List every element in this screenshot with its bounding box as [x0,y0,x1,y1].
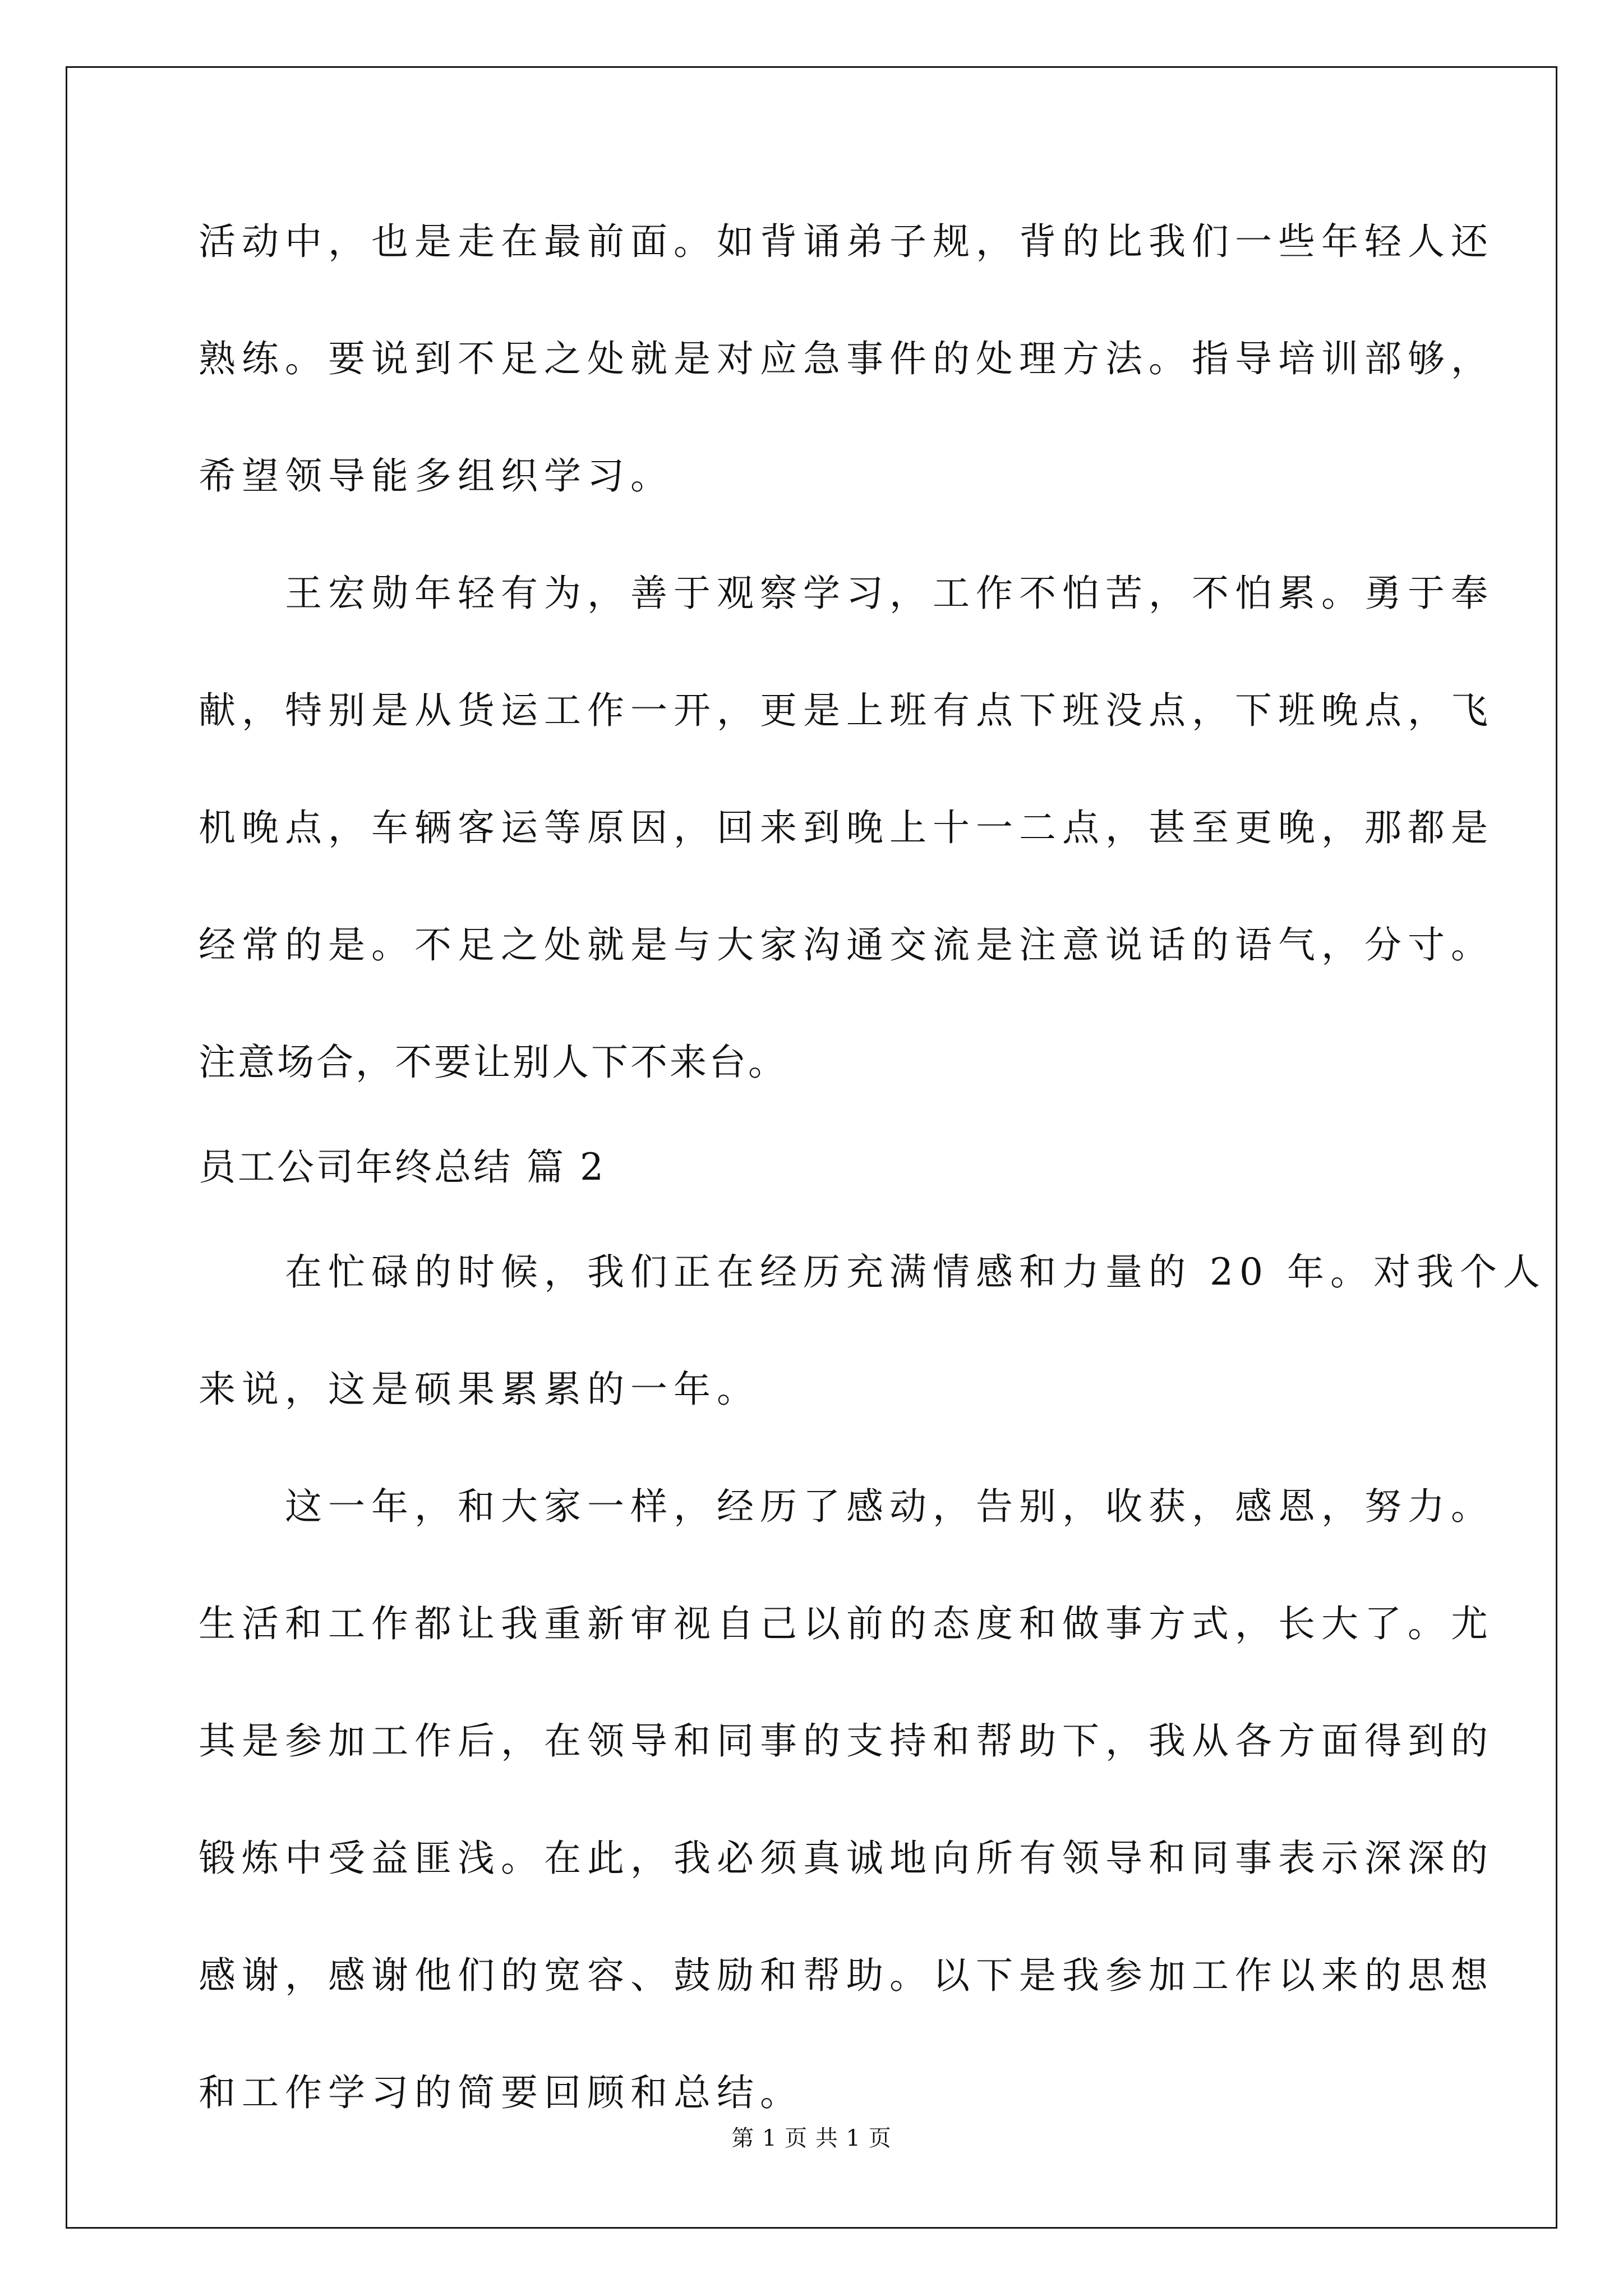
page-footer: 第 1 页 共 1 页 [731,2125,892,2151]
text-line: 生活和工作都让我重新审视自己以前的态度和做事方式，长大了。尤 [199,1602,1494,1645]
text-line: 这一年，和大家一样，经历了感动，告别，收获，感恩，努力。 [285,1485,1494,1528]
text-line: 献，特别是从货运工作一开，更是上班有点下班没点，下班晚点，飞 [199,689,1494,732]
text-line: 和工作学习的简要回顾和总结。 [199,2071,803,2114]
paragraph-3 [199,1241,1546,1476]
paragraph-1 [199,211,1494,563]
paragraph-2 [199,563,1494,1137]
section-heading: 员工公司年终总结 篇 2 [199,1145,606,1189]
text-line: 注意场合，不要让别人下不来台。 [199,1041,787,1084]
text-line: 熟练。要说到不足之处就是对应急事件的处理方法。指导培训部够， [199,337,1494,380]
text-line: 希望领导能多组织学习。 [199,454,674,498]
document-body [199,211,1546,2179]
text-line: 在忙碌的时候，我们正在经历充满情感和力量的 20 年。对我个人 [285,1250,1546,1294]
text-line: 来说，这是硕果累累的一年。 [199,1368,760,1411]
text-line: 王宏勋年轻有为，善于观察学习，工作不怕苦，不怕累。勇于奉 [285,572,1494,615]
text-line: 其是参加工作后，在领导和同事的支持和帮助下，我从各方面得到的 [199,1719,1494,1763]
text-line: 感谢，感谢他们的宽容、鼓励和帮助。以下是我参加工作以来的思想 [199,1954,1494,1997]
text-line: 机晚点，车辆客运等原因，回来到晚上十一二点，甚至更晚，那都是 [199,806,1494,849]
text-line: 经常的是。不足之处就是与大家沟通交流是注意说话的语气，分寸。 [199,923,1494,967]
text-line: 活动中，也是走在最前面。如背诵弟子规，背的比我们一些年轻人还 [199,220,1494,263]
text-line: 锻炼中受益匪浅。在此，我必须真诚地向所有领导和同事表示深深的 [199,1837,1494,1880]
paragraph-4 [199,1476,1494,2179]
